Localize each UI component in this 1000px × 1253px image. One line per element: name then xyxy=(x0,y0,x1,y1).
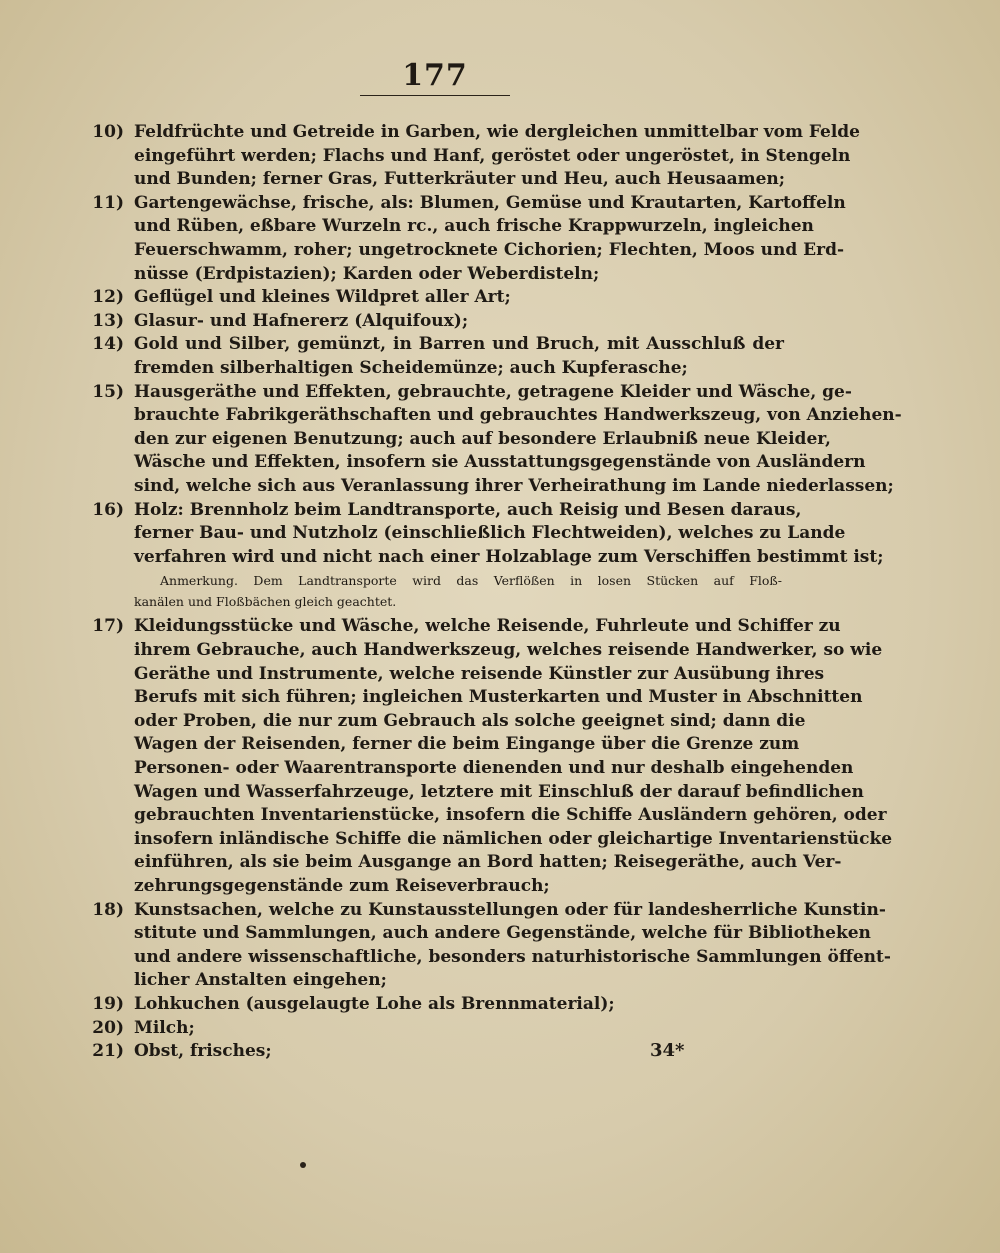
entry-line: ihrem Gebrauche, auch Handwerkszeug, welches reisende Handwerker, so wie xyxy=(134,640,883,660)
entry-number: 13) xyxy=(92,310,124,331)
entry-line: und andere wissenschaftliche, besonders naturhistorische Sammlungen öffent- xyxy=(134,946,891,967)
entry-line: einführen, als sie beim Ausgange an Bord hatten; Reisegeräthe, auch Ver- xyxy=(134,852,842,873)
entry-line: Personen- oder Waarentransporte dienenden und nur deshalb eingehenden xyxy=(134,758,854,778)
entry-number: 15) xyxy=(92,381,124,402)
entry-line: insofern inländische Schiffe die nämlichen oder gleichartige Inventarienstücke xyxy=(134,828,893,849)
entry-line: Wäsche und Effekten, insofern sie Ausstattungsgegenstände von Ausländern xyxy=(134,452,866,473)
page-number: 177 xyxy=(402,58,468,93)
entry-line: verfahren wird und nicht nach einer Holzablage zum Verschiffen bestimmt ist; xyxy=(134,546,884,567)
entry-number: 17) xyxy=(92,616,124,637)
entry-number: 10) xyxy=(92,122,124,142)
footnote-line: Anmerkung. Dem Landtransporte wird das Verflößen in losen Stücken auf Floß- xyxy=(160,573,782,589)
entry-number: 14) xyxy=(92,334,124,355)
entry-number: 21) xyxy=(92,1041,124,1062)
entry-line: nüsse (Erdpistazien); Karden oder Weberdisteln; xyxy=(134,263,600,284)
entry-line: eingeführt werden; Flachs und Hanf, geröstet oder ungeröstet, in Stengeln xyxy=(134,145,851,166)
entry-line: Hausgeräthe und Effekten, gebrauchte, getragene Kleider und Wäsche, ge- xyxy=(134,381,852,402)
entry-line: brauchte Fabrikgeräthschaften und gebrauchtes Handwerkszeug, von Anziehen- xyxy=(134,405,902,426)
entry-line: sind, welche sich aus Veranlassung ihrer Verheirathung im Lande niederlassen; xyxy=(134,476,894,496)
entry-line: Geräthe und Instrumente, welche reisende Künstler zur Ausübung ihres xyxy=(134,663,825,684)
entry-line: ferner Bau- und Nutzholz (einschließlich Flechtweiden), welches zu Lande xyxy=(134,523,846,544)
entry-line: licher Anstalten eingehen; xyxy=(134,970,387,991)
entry-number: 18) xyxy=(92,899,124,920)
footnote-line: kanälen und Floßbächen gleich geachtet. xyxy=(134,594,397,610)
entry-line: und Rüben, eßbare Wurzeln rc., auch frische Krappwurzeln, ingleichen xyxy=(134,216,814,237)
entry-line: Feldfrüchte und Getreide in Garben, wie dergleichen unmittelbar vom Felde xyxy=(134,122,860,142)
entry-number: 11) xyxy=(92,192,124,213)
entry-line: Lohkuchen (ausgelaugte Lohe als Brennmaterial); xyxy=(134,994,615,1014)
entry-line: Berufs mit sich führen; ingleichen Musterkarten und Muster in Abschnitten xyxy=(134,687,863,708)
entry-line: oder Proben, die nur zum Gebrauch als solche geeignet sind; dann die xyxy=(134,710,806,731)
signature-mark: 34* xyxy=(650,1040,685,1061)
entry-line: fremden silberhaltigen Scheidemünze; auch Kupferasche; xyxy=(134,358,688,378)
entry-line: Glasur- und Hafnererz (Alquifoux); xyxy=(134,310,469,331)
entry-number: 19) xyxy=(92,994,124,1014)
entry-line: Obst, frisches; xyxy=(134,1041,272,1062)
entry-line: Milch; xyxy=(134,1017,195,1038)
entry-line: Wagen und Wasserfahrzeuge, letztere mit Einschluß der darauf befindlichen xyxy=(134,781,864,802)
entry-line: Wagen der Reisenden, ferner die beim Eingange über die Grenze zum xyxy=(134,734,800,755)
entry-line: Feuerschwamm, roher; ungetrocknete Cichorien; Flechten, Moos und Erd- xyxy=(134,240,845,260)
entry-line: Kleidungsstücke und Wäsche, welche Reisende, Fuhrleute und Schiffer zu xyxy=(134,616,841,637)
ink-speck xyxy=(300,1162,306,1168)
entry-line: zehrungsgegenstände zum Reiseverbrauch; xyxy=(134,876,550,896)
entry-line: Gold und Silber, gemünzt, in Barren und Bruch, mit Ausschluß der xyxy=(134,334,784,355)
entry-line: Kunstsachen, welche zu Kunstausstellungen oder für landesherrliche Kunstin- xyxy=(134,899,886,920)
entry-line: gebrauchten Inventarienstücke, insofern die Schiffe Ausländern gehören, oder xyxy=(134,805,887,826)
entry-number: 12) xyxy=(92,287,124,308)
entry-line: stitute und Sammlungen, auch andere Gegenstände, welche für Bibliotheken xyxy=(134,923,871,944)
entry-line: und Bunden; ferner Gras, Futterkräuter und Heu, auch Heusaamen; xyxy=(134,169,786,190)
entry-line: den zur eigenen Benutzung; auch auf besondere Erlaubniß neue Kleider, xyxy=(134,428,831,449)
entry-number: 20) xyxy=(92,1017,124,1038)
entry-line: Holz: Brennholz beim Landtransporte, auch Reisig und Besen daraus, xyxy=(134,499,802,520)
header-rule xyxy=(360,95,510,96)
entry-number: 16) xyxy=(92,499,124,520)
entry-line: Geflügel und kleines Wildpret aller Art; xyxy=(134,287,511,308)
entry-line: Gartengewächse, frische, als: Blumen, Gemüse und Krautarten, Kartoffeln xyxy=(134,192,846,213)
